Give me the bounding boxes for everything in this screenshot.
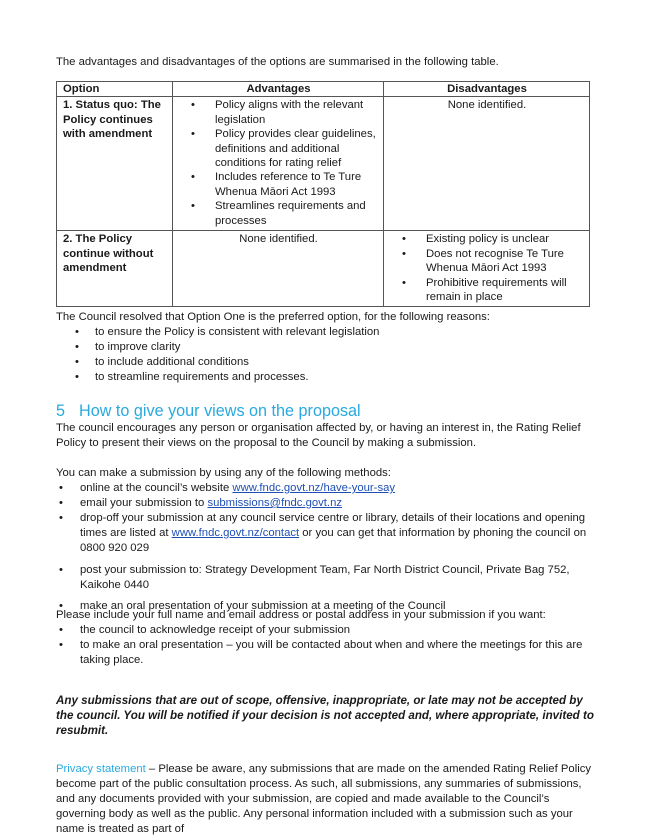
email-link[interactable]: submissions@fndc.govt.nz xyxy=(207,497,343,509)
list-item xyxy=(56,511,591,556)
list-item: • Does not recognise Te Ture Whenua Māori Act 1993 xyxy=(426,247,584,276)
resolution-text: The Council resolved that Option One is the preferred option, for the following reasons: xyxy=(56,311,490,323)
list-item: • to make an oral presentation – you will be contacted about when and where the meetings for this are taking place. xyxy=(56,638,591,668)
list-item xyxy=(56,481,591,496)
privacy-label: Privacy statement xyxy=(56,763,146,775)
list-item: • Policy provides clear guidelines, definitions and additional conditions for rating relief xyxy=(215,127,378,170)
method-online-text: online at the council’s website xyxy=(80,482,233,494)
reasons-list xyxy=(56,325,596,385)
section-number: 5 xyxy=(56,402,66,420)
option-2-name: 2. The Policy continue without amendment xyxy=(57,231,173,307)
list-item: • the council to acknowledge receipt of your submission xyxy=(56,623,591,638)
warning-text: Any submissions that are out of scope, offensive, inappropriate, or late may not be accepted by the council. You will be notified if your decision is not accepted and, where appropriate, invited to resubmit. xyxy=(56,694,594,737)
section-paragraph: The council encourages any person or organisation affected by, or having an interest in, the Rating Relief Policy to present their views on the proposal to the Council by making a submission. xyxy=(56,422,581,449)
option-2-advantages: None identified. xyxy=(173,231,384,307)
table-row xyxy=(57,231,590,307)
table-row xyxy=(57,97,590,231)
list-item: • Prohibitive requirements will remain in place xyxy=(426,276,584,305)
option-1-advantages xyxy=(173,97,384,231)
option-2-disadvantages xyxy=(384,231,590,307)
list-item: • Policy aligns with the relevant legislation xyxy=(215,98,378,127)
method-dropoff-text: drop-off your submission at any council service centre or library, details of their locations and opening times are listed at xyxy=(80,512,586,539)
list-item: • Includes reference to Te Ture Whenua Māori Act 1993 xyxy=(215,170,378,199)
option-1-name: 1. Status quo: The Policy continues with amendment xyxy=(57,97,173,231)
option-1-disadvantages: None identified. xyxy=(384,97,590,231)
header-option: Option xyxy=(57,82,173,97)
section-title: How to give your views on the proposal xyxy=(79,402,361,420)
header-advantages: Advantages xyxy=(173,82,384,97)
methods-list xyxy=(56,481,591,614)
list-item: • to ensure the Policy is consistent with relevant legislation xyxy=(56,325,596,340)
contact-link[interactable]: www.fndc.govt.nz/contact xyxy=(171,527,300,539)
include-intro: Please include your full name and email address or postal address in your submission if you want: xyxy=(56,609,546,621)
methods-intro: You can make a submission by using any of the following methods: xyxy=(56,467,391,479)
table-header-row xyxy=(57,82,590,97)
privacy-statement xyxy=(56,762,596,837)
section-heading xyxy=(56,402,361,421)
list-item: • make an oral presentation of your submission at a meeting of the Council xyxy=(56,599,591,614)
privacy-text: – Please be aware, any submissions that are made on the amended Rating Relief Policy become part of the public consultation process. As such, all submissions, any summaries of submissions, and any documents provided with your submission, are copied and made available to the Council’s governing body as well as the public. Any personal information included with a submission such as your name is treated as part of xyxy=(56,763,592,835)
list-item: • post your submission to: Strategy Development Team, Far North District Council, Private Bag 752, Kaikohe 0440 xyxy=(56,563,591,593)
website-link[interactable]: www.fndc.govt.nz/have-your-say xyxy=(232,482,396,494)
list-item: • to improve clarity xyxy=(56,340,596,355)
intro-text: The advantages and disadvantages of the options are summarised in the following table. xyxy=(56,56,499,68)
list-item: • Streamlines requirements and processes xyxy=(215,199,378,228)
list-item: • to include additional conditions xyxy=(56,355,596,370)
list-item: • Existing policy is unclear xyxy=(426,232,584,246)
header-disadvantages: Disadvantages xyxy=(384,82,590,97)
method-dropoff-after: or you can get that information by phoning the council on 0800 920 029 xyxy=(80,527,587,554)
method-email-text: email your submission to xyxy=(80,497,208,509)
list-item xyxy=(56,496,591,511)
include-list xyxy=(56,623,591,668)
options-table xyxy=(56,81,590,307)
list-item: • to streamline requirements and processes. xyxy=(56,370,596,385)
